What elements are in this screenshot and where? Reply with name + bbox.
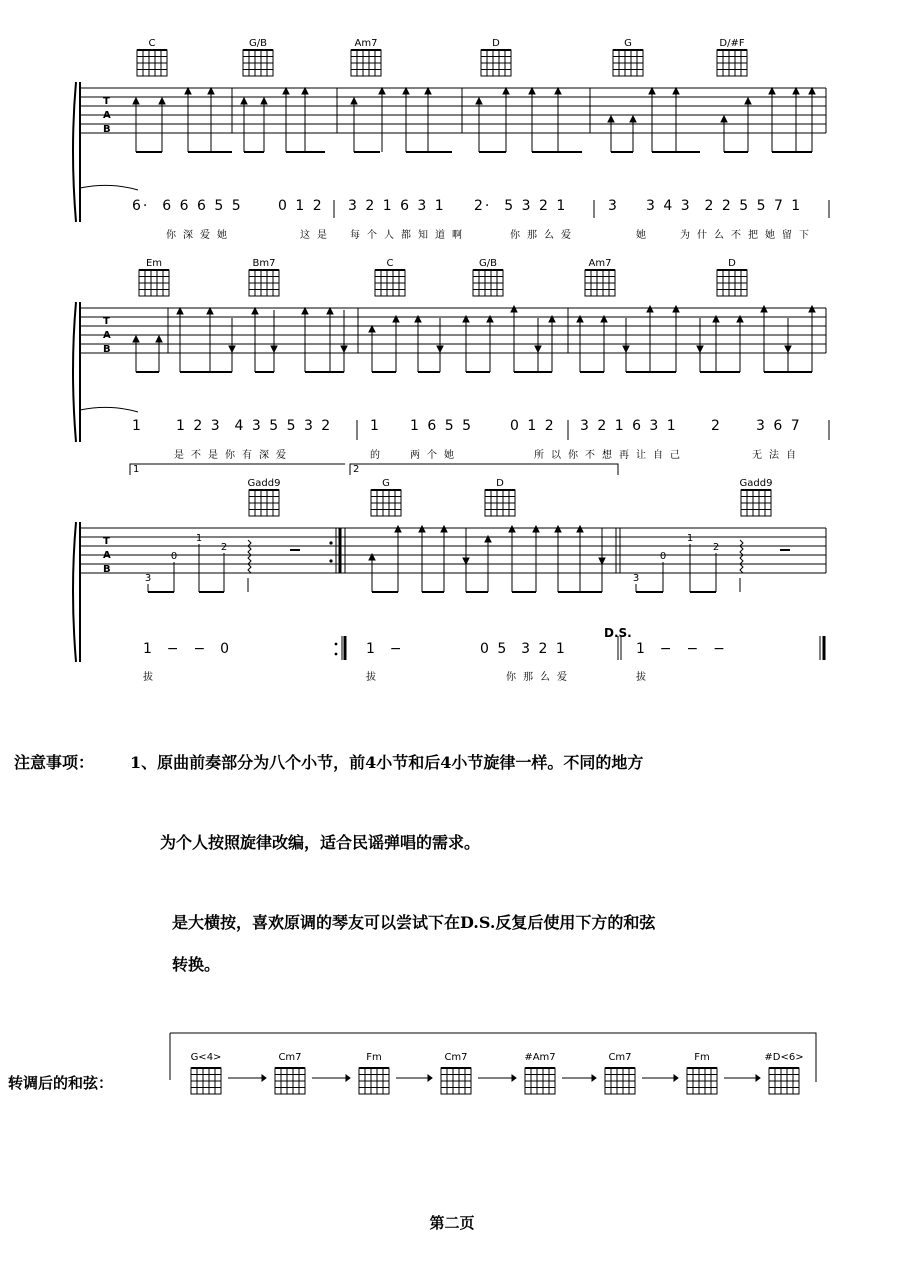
lyric-group: 你那么爱: [506, 672, 574, 683]
notation-group: 1 6 5 5: [410, 418, 473, 434]
chord-label: D: [492, 38, 500, 49]
svg-text:2: 2: [220, 542, 228, 553]
transposed-chord-label: #Am7: [524, 1052, 556, 1063]
chord-label: D: [496, 478, 504, 489]
transposed-chord-label: Fm: [694, 1052, 710, 1063]
transposed-chord-label: #D<6>: [764, 1052, 804, 1063]
svg-text:1: 1: [686, 533, 694, 544]
lyric-group: 拔: [143, 672, 160, 683]
svg-text:A: A: [103, 110, 111, 121]
svg-text:B: B: [103, 564, 111, 575]
chord-label: C: [148, 38, 156, 49]
transposed-chord-label: G<4>: [190, 1052, 222, 1063]
lyric-group: 你那么爱: [510, 230, 578, 241]
transposed-chord-label: Fm: [366, 1052, 382, 1063]
chord-label: D/#F: [719, 38, 745, 49]
notes-line-1: 1、原曲前奏部分为八个小节，前4小节和后4小节旋律一样。不同的地方: [130, 753, 644, 772]
chord-label: D: [728, 258, 736, 269]
lyric-group: 她: [636, 230, 653, 241]
volta-2-label: 2: [353, 464, 360, 475]
lyric-group: 每个人都知道啊: [350, 230, 469, 241]
chord-label: Gadd9: [247, 478, 281, 489]
notation-group: 1 − − −: [636, 641, 727, 657]
notation-group: 1 2 3 4 3 5 5 3 2: [176, 418, 333, 434]
svg-text:1: 1: [195, 533, 203, 544]
chord-label: Am7: [354, 38, 378, 49]
notes-line-4: 转换。: [172, 955, 221, 974]
lyric-group: 两个她: [410, 450, 461, 461]
svg-text:3: 3: [632, 573, 640, 584]
notation-group: 0 1 2: [278, 198, 324, 214]
lyric-group: 拔: [366, 672, 383, 683]
notation-group: 2: [711, 418, 722, 434]
svg-text:T: T: [103, 536, 110, 547]
chord-label: Am7: [588, 258, 612, 269]
transposed-chord-label: Cm7: [444, 1052, 468, 1063]
chord-label: Em: [145, 258, 163, 269]
chord-label: G: [382, 478, 390, 489]
notation-group: 6· 6 6 6 5 5: [132, 198, 243, 214]
svg-text:2: 2: [712, 542, 720, 553]
chord-label: C: [386, 258, 394, 269]
notation-group: 0 5 3 2 1: [480, 641, 567, 657]
lyric-group: 是不是你有深爱: [174, 450, 293, 461]
transposed-chord-label: Cm7: [278, 1052, 302, 1063]
notes-label: 注意事项：: [14, 753, 95, 772]
svg-text:A: A: [103, 330, 111, 341]
lyric-group: 为什么不把她留下: [680, 230, 816, 241]
lyric-group: 无法自: [752, 450, 803, 461]
notation-group: 2· 5 3 2 1: [474, 198, 568, 214]
page-footer: 第二页: [429, 1214, 475, 1232]
transposed-chord-row: [170, 1033, 816, 1094]
lyric-group: 这是: [300, 230, 334, 241]
volta-1-label: 1: [133, 464, 140, 475]
lyric-group: 的: [370, 450, 387, 461]
svg-text:0: 0: [170, 551, 178, 562]
notes-line-2: 为个人按照旋律改编，适合民谣弹唱的需求。: [160, 833, 481, 852]
svg-text:T: T: [103, 316, 110, 327]
notation-group: 1: [132, 418, 143, 434]
notation-group: 3 2 1 6 3 1: [348, 198, 446, 214]
transposed-label: 转调后的和弦：: [8, 1074, 114, 1092]
lyric-group: 所以你不想再让自己: [534, 450, 687, 461]
notation-group: 3 4 3 2 2 5 5 7 1: [646, 198, 803, 214]
notation-group: 3 2 1 6 3 1: [580, 418, 678, 434]
transposed-chord-label: Cm7: [608, 1052, 632, 1063]
svg-text:3: 3: [144, 573, 152, 584]
ds-marking: D.S.: [604, 626, 632, 640]
notation-group: 1: [370, 418, 381, 434]
svg-text:B: B: [103, 124, 111, 135]
notation-group: 0 1 2: [510, 418, 556, 434]
lyric-group: 你深爱她: [166, 230, 234, 241]
chord-label: G: [624, 38, 632, 49]
chord-label: G/B: [249, 38, 267, 49]
svg-text:T: T: [103, 96, 110, 107]
chord-label: Bm7: [252, 258, 276, 269]
svg-text:B: B: [103, 344, 111, 355]
svg-text:A: A: [103, 550, 111, 561]
notes-line-3: 是大横按，喜欢原调的琴友可以尝试下在D.S.反复后使用下方的和弦: [172, 913, 656, 932]
chord-label: G/B: [479, 258, 497, 269]
notation-group: 3 6 7: [756, 418, 802, 434]
notation-group: 3: [608, 198, 619, 214]
lyric-group: 拔: [636, 672, 653, 683]
svg-text:0: 0: [659, 551, 667, 562]
notation-group: 1 −: [366, 641, 404, 657]
chord-label: Gadd9: [739, 478, 773, 489]
notation-group: 1 − − 0: [143, 641, 231, 657]
